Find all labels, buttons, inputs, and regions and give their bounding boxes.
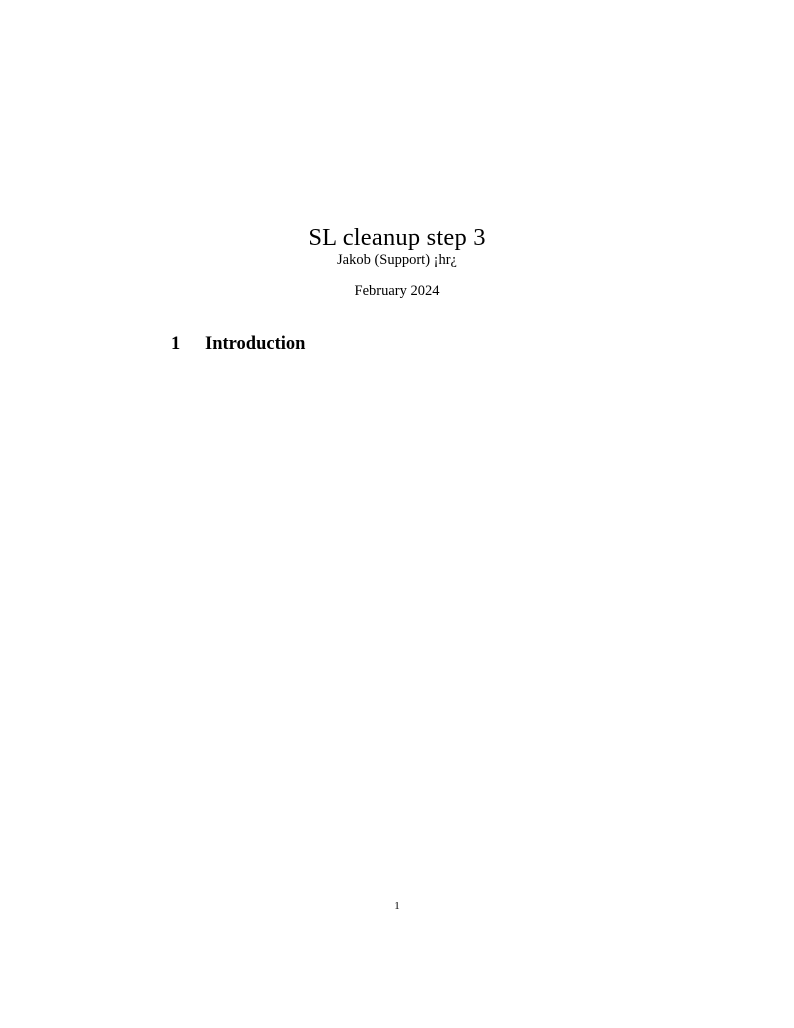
document-date: February 2024	[354, 283, 440, 299]
section-title: Introduction	[205, 334, 306, 354]
section-heading-introduction	[171, 334, 305, 355]
page-title: SL cleanup step 3	[308, 224, 486, 252]
document-author: Jakob (Support) ¡hr¿	[336, 252, 457, 268]
section-number: 1	[171, 334, 181, 354]
page-number: 1	[394, 900, 400, 912]
